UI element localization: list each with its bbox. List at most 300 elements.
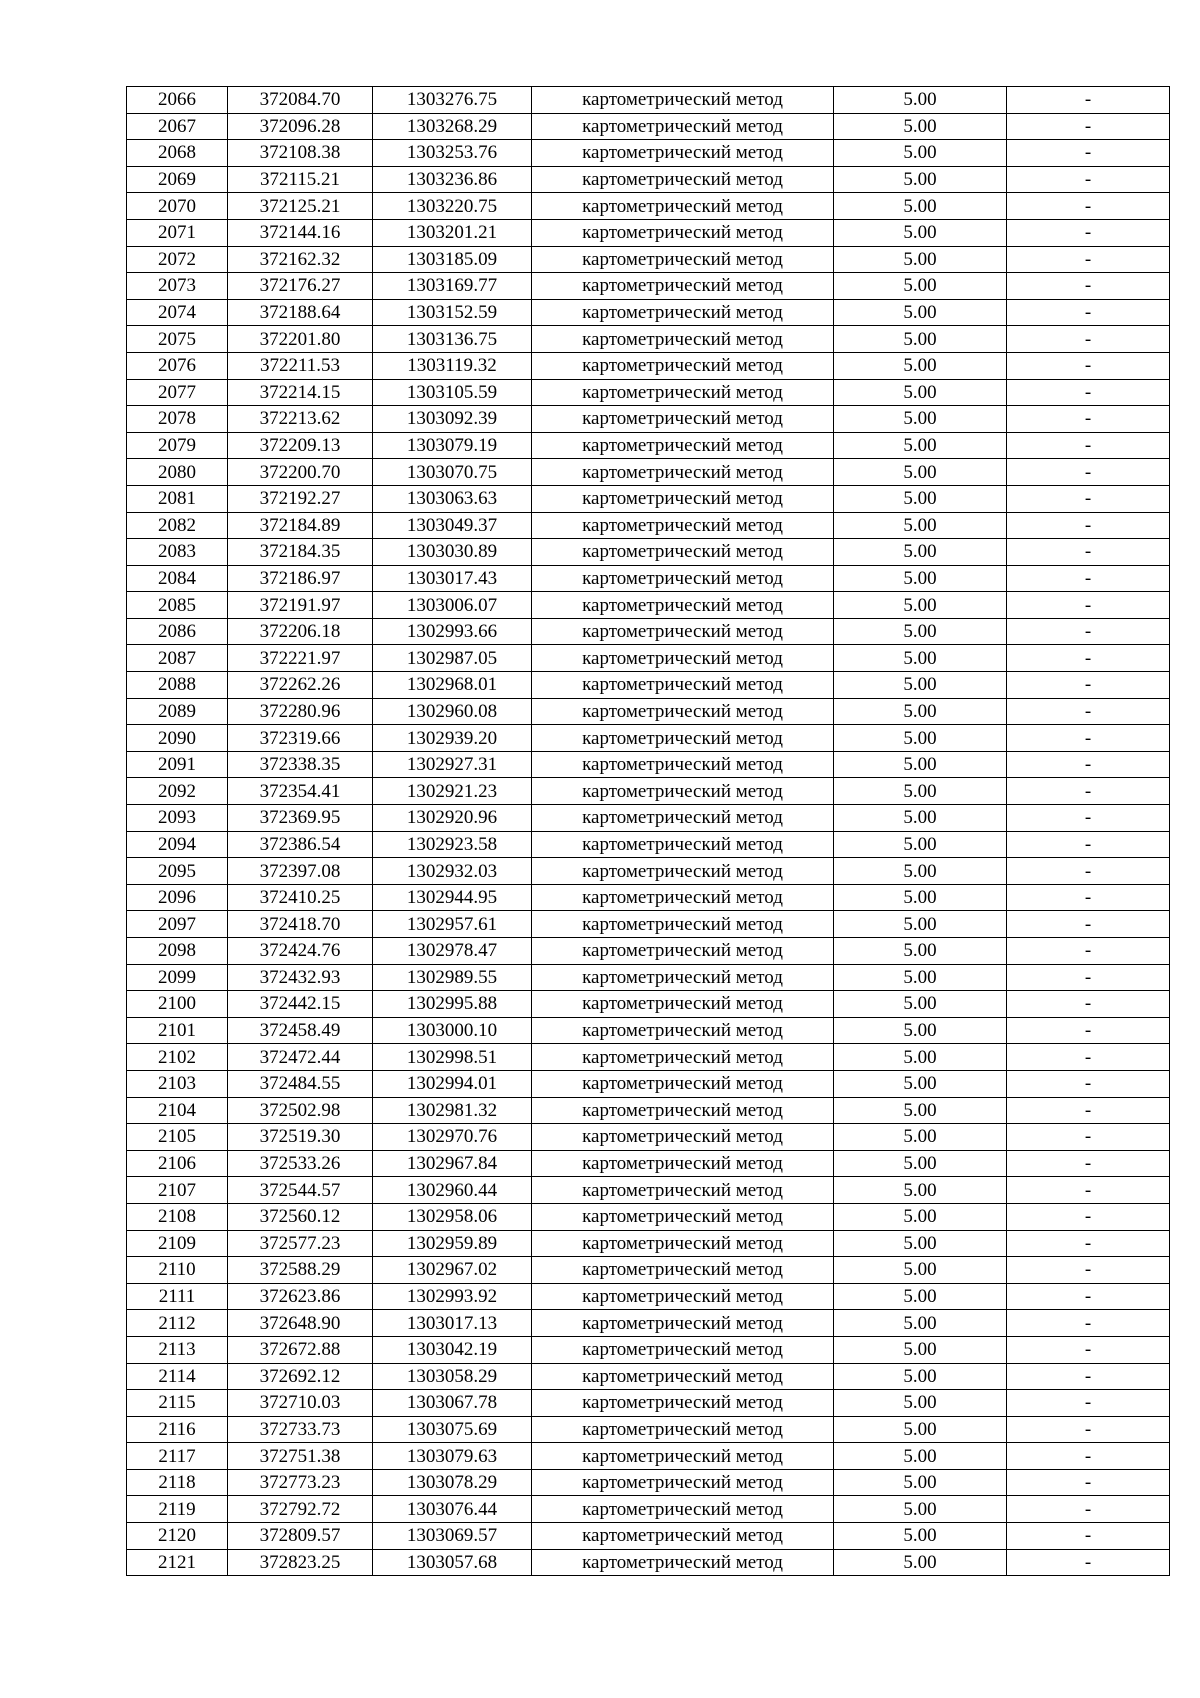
accuracy-cell: 5.00 [834,751,1007,778]
description-cell: - [1007,432,1170,459]
method-cell: картометрический метод [532,592,834,619]
table-row [127,87,1170,114]
point-number-cell: 2119 [127,1496,228,1523]
point-number-cell: 2095 [127,858,228,885]
accuracy-cell: 5.00 [834,1336,1007,1363]
x-coordinate-cell: 372184.89 [228,512,373,539]
table-row [127,1177,1170,1204]
description-cell: - [1007,1469,1170,1496]
x-coordinate-cell: 372773.23 [228,1469,373,1496]
y-coordinate-cell: 1303119.32 [373,352,532,379]
y-coordinate-cell: 1303069.57 [373,1523,532,1550]
x-coordinate-cell: 372672.88 [228,1336,373,1363]
table-row [127,1257,1170,1284]
y-coordinate-cell: 1303030.89 [373,539,532,566]
accuracy-cell: 5.00 [834,938,1007,965]
description-cell: - [1007,140,1170,167]
y-coordinate-cell: 1303000.10 [373,1017,532,1044]
accuracy-cell: 5.00 [834,1150,1007,1177]
table-row [127,645,1170,672]
point-number-cell: 2097 [127,911,228,938]
accuracy-cell: 5.00 [834,246,1007,273]
table-row [127,539,1170,566]
description-cell: - [1007,1523,1170,1550]
x-coordinate-cell: 372214.15 [228,379,373,406]
method-cell: картометрический метод [532,1496,834,1523]
method-cell: картометрический метод [532,140,834,167]
x-coordinate-cell: 372823.25 [228,1549,373,1576]
description-cell: - [1007,219,1170,246]
point-number-cell: 2081 [127,485,228,512]
point-number-cell: 2101 [127,1017,228,1044]
description-cell: - [1007,751,1170,778]
description-cell: - [1007,938,1170,965]
x-coordinate-cell: 372319.66 [228,725,373,752]
x-coordinate-cell: 372188.64 [228,299,373,326]
table-row [127,140,1170,167]
point-number-cell: 2076 [127,352,228,379]
table-row [127,1443,1170,1470]
point-number-cell: 2073 [127,273,228,300]
point-number-cell: 2086 [127,618,228,645]
method-cell: картометрический метод [532,273,834,300]
y-coordinate-cell: 1303236.86 [373,166,532,193]
y-coordinate-cell: 1302939.20 [373,725,532,752]
method-cell: картометрический метод [532,87,834,114]
x-coordinate-cell: 372710.03 [228,1390,373,1417]
accuracy-cell: 5.00 [834,778,1007,805]
table-row [127,273,1170,300]
accuracy-cell: 5.00 [834,964,1007,991]
accuracy-cell: 5.00 [834,1177,1007,1204]
y-coordinate-cell: 1302998.51 [373,1044,532,1071]
y-coordinate-cell: 1303070.75 [373,459,532,486]
y-coordinate-cell: 1303105.59 [373,379,532,406]
table-row [127,911,1170,938]
method-cell: картометрический метод [532,1283,834,1310]
description-cell: - [1007,512,1170,539]
table-row [127,219,1170,246]
table-row [127,512,1170,539]
method-cell: картометрический метод [532,618,834,645]
table-row [127,299,1170,326]
table-row [127,751,1170,778]
point-number-cell: 2112 [127,1310,228,1337]
description-cell: - [1007,1496,1170,1523]
accuracy-cell: 5.00 [834,1310,1007,1337]
y-coordinate-cell: 1303042.19 [373,1336,532,1363]
y-coordinate-cell: 1303152.59 [373,299,532,326]
point-number-cell: 2075 [127,326,228,353]
description-cell: - [1007,539,1170,566]
point-number-cell: 2071 [127,219,228,246]
description-cell: - [1007,858,1170,885]
method-cell: картометрический метод [532,219,834,246]
y-coordinate-cell: 1302967.84 [373,1150,532,1177]
description-cell: - [1007,592,1170,619]
table-row [127,698,1170,725]
x-coordinate-cell: 372144.16 [228,219,373,246]
table-row [127,379,1170,406]
y-coordinate-cell: 1302994.01 [373,1070,532,1097]
point-number-cell: 2088 [127,672,228,699]
point-number-cell: 2121 [127,1549,228,1576]
description-cell: - [1007,1124,1170,1151]
y-coordinate-cell: 1302981.32 [373,1097,532,1124]
method-cell: картометрический метод [532,964,834,991]
x-coordinate-cell: 372648.90 [228,1310,373,1337]
y-coordinate-cell: 1302993.66 [373,618,532,645]
y-coordinate-cell: 1303017.43 [373,565,532,592]
y-coordinate-cell: 1303092.39 [373,406,532,433]
point-number-cell: 2067 [127,113,228,140]
point-number-cell: 2068 [127,140,228,167]
x-coordinate-cell: 372623.86 [228,1283,373,1310]
method-cell: картометрический метод [532,512,834,539]
method-cell: картометрический метод [532,1097,834,1124]
accuracy-cell: 5.00 [834,858,1007,885]
x-coordinate-cell: 372519.30 [228,1124,373,1151]
x-coordinate-cell: 372418.70 [228,911,373,938]
x-coordinate-cell: 372096.28 [228,113,373,140]
y-coordinate-cell: 1303006.07 [373,592,532,619]
accuracy-cell: 5.00 [834,1549,1007,1576]
y-coordinate-cell: 1302970.76 [373,1124,532,1151]
y-coordinate-cell: 1302920.96 [373,805,532,832]
description-cell: - [1007,1203,1170,1230]
table-row [127,618,1170,645]
table-row [127,432,1170,459]
point-number-cell: 2074 [127,299,228,326]
x-coordinate-cell: 372084.70 [228,87,373,114]
x-coordinate-cell: 372209.13 [228,432,373,459]
x-coordinate-cell: 372397.08 [228,858,373,885]
description-cell: - [1007,379,1170,406]
table-row [127,1363,1170,1390]
y-coordinate-cell: 1302944.95 [373,884,532,911]
description-cell: - [1007,246,1170,273]
y-coordinate-cell: 1302960.44 [373,1177,532,1204]
table-row [127,991,1170,1018]
method-cell: картометрический метод [532,352,834,379]
method-cell: картометрический метод [532,1443,834,1470]
point-number-cell: 2069 [127,166,228,193]
y-coordinate-cell: 1303276.75 [373,87,532,114]
x-coordinate-cell: 372751.38 [228,1443,373,1470]
point-number-cell: 2079 [127,432,228,459]
accuracy-cell: 5.00 [834,1523,1007,1550]
description-cell: - [1007,1390,1170,1417]
accuracy-cell: 5.00 [834,565,1007,592]
point-number-cell: 2082 [127,512,228,539]
x-coordinate-cell: 372262.26 [228,672,373,699]
point-number-cell: 2089 [127,698,228,725]
point-number-cell: 2093 [127,805,228,832]
table-row [127,1336,1170,1363]
point-number-cell: 2108 [127,1203,228,1230]
accuracy-cell: 5.00 [834,193,1007,220]
point-number-cell: 2117 [127,1443,228,1470]
x-coordinate-cell: 372588.29 [228,1257,373,1284]
x-coordinate-cell: 372386.54 [228,831,373,858]
description-cell: - [1007,565,1170,592]
table-row [127,166,1170,193]
x-coordinate-cell: 372410.25 [228,884,373,911]
table-row [127,831,1170,858]
y-coordinate-cell: 1303075.69 [373,1416,532,1443]
x-coordinate-cell: 372424.76 [228,938,373,965]
y-coordinate-cell: 1302978.47 [373,938,532,965]
accuracy-cell: 5.00 [834,991,1007,1018]
method-cell: картометрический метод [532,193,834,220]
accuracy-cell: 5.00 [834,911,1007,938]
y-coordinate-cell: 1302932.03 [373,858,532,885]
y-coordinate-cell: 1303136.75 [373,326,532,353]
method-cell: картометрический метод [532,1469,834,1496]
accuracy-cell: 5.00 [834,299,1007,326]
y-coordinate-cell: 1303058.29 [373,1363,532,1390]
y-coordinate-cell: 1302967.02 [373,1257,532,1284]
description-cell: - [1007,299,1170,326]
y-coordinate-cell: 1302993.92 [373,1283,532,1310]
y-coordinate-cell: 1302923.58 [373,831,532,858]
method-cell: картометрический метод [532,459,834,486]
description-cell: - [1007,645,1170,672]
table-row [127,592,1170,619]
point-number-cell: 2111 [127,1283,228,1310]
table-row [127,1390,1170,1417]
coordinates-table-body [127,87,1170,1576]
coordinates-table [126,86,1170,1576]
method-cell: картометрический метод [532,1363,834,1390]
y-coordinate-cell: 1302995.88 [373,991,532,1018]
accuracy-cell: 5.00 [834,1124,1007,1151]
y-coordinate-cell: 1303220.75 [373,193,532,220]
description-cell: - [1007,991,1170,1018]
table-row [127,113,1170,140]
description-cell: - [1007,1443,1170,1470]
y-coordinate-cell: 1302989.55 [373,964,532,991]
y-coordinate-cell: 1303253.76 [373,140,532,167]
y-coordinate-cell: 1303076.44 [373,1496,532,1523]
description-cell: - [1007,805,1170,832]
table-row [127,1469,1170,1496]
method-cell: картометрический метод [532,698,834,725]
accuracy-cell: 5.00 [834,592,1007,619]
x-coordinate-cell: 372733.73 [228,1416,373,1443]
point-number-cell: 2107 [127,1177,228,1204]
accuracy-cell: 5.00 [834,618,1007,645]
method-cell: картометрический метод [532,725,834,752]
x-coordinate-cell: 372125.21 [228,193,373,220]
accuracy-cell: 5.00 [834,1257,1007,1284]
x-coordinate-cell: 372162.32 [228,246,373,273]
accuracy-cell: 5.00 [834,512,1007,539]
description-cell: - [1007,326,1170,353]
description-cell: - [1007,1336,1170,1363]
point-number-cell: 2109 [127,1230,228,1257]
description-cell: - [1007,1070,1170,1097]
description-cell: - [1007,1097,1170,1124]
x-coordinate-cell: 372458.49 [228,1017,373,1044]
x-coordinate-cell: 372442.15 [228,991,373,1018]
x-coordinate-cell: 372184.35 [228,539,373,566]
table-row [127,938,1170,965]
table-row [127,672,1170,699]
table-row [127,1416,1170,1443]
point-number-cell: 2100 [127,991,228,1018]
x-coordinate-cell: 372108.38 [228,140,373,167]
x-coordinate-cell: 372432.93 [228,964,373,991]
y-coordinate-cell: 1303079.63 [373,1443,532,1470]
description-cell: - [1007,911,1170,938]
accuracy-cell: 5.00 [834,805,1007,832]
x-coordinate-cell: 372533.26 [228,1150,373,1177]
x-coordinate-cell: 372201.80 [228,326,373,353]
description-cell: - [1007,1150,1170,1177]
description-cell: - [1007,1549,1170,1576]
table-row [127,352,1170,379]
x-coordinate-cell: 372191.97 [228,592,373,619]
method-cell: картометрический метод [532,805,834,832]
table-row [127,1017,1170,1044]
x-coordinate-cell: 372484.55 [228,1070,373,1097]
point-number-cell: 2085 [127,592,228,619]
table-row [127,964,1170,991]
description-cell: - [1007,193,1170,220]
method-cell: картометрический метод [532,672,834,699]
x-coordinate-cell: 372472.44 [228,1044,373,1071]
method-cell: картометрический метод [532,1310,834,1337]
table-row [127,1070,1170,1097]
accuracy-cell: 5.00 [834,1390,1007,1417]
table-row [127,1283,1170,1310]
method-cell: картометрический метод [532,884,834,911]
description-cell: - [1007,964,1170,991]
method-cell: картометрический метод [532,831,834,858]
method-cell: картометрический метод [532,565,834,592]
point-number-cell: 2066 [127,87,228,114]
accuracy-cell: 5.00 [834,326,1007,353]
point-number-cell: 2094 [127,831,228,858]
description-cell: - [1007,113,1170,140]
accuracy-cell: 5.00 [834,219,1007,246]
description-cell: - [1007,725,1170,752]
document-page [126,86,1169,1576]
method-cell: картометрический метод [532,1230,834,1257]
description-cell: - [1007,1310,1170,1337]
y-coordinate-cell: 1303079.19 [373,432,532,459]
accuracy-cell: 5.00 [834,1017,1007,1044]
point-number-cell: 2078 [127,406,228,433]
table-row [127,326,1170,353]
accuracy-cell: 5.00 [834,140,1007,167]
accuracy-cell: 5.00 [834,539,1007,566]
accuracy-cell: 5.00 [834,379,1007,406]
table-row [127,565,1170,592]
accuracy-cell: 5.00 [834,884,1007,911]
point-number-cell: 2116 [127,1416,228,1443]
point-number-cell: 2096 [127,884,228,911]
table-row [127,805,1170,832]
accuracy-cell: 5.00 [834,1044,1007,1071]
method-cell: картометрический метод [532,1549,834,1576]
point-number-cell: 2091 [127,751,228,778]
method-cell: картометрический метод [532,1257,834,1284]
point-number-cell: 2072 [127,246,228,273]
accuracy-cell: 5.00 [834,352,1007,379]
y-coordinate-cell: 1303049.37 [373,512,532,539]
x-coordinate-cell: 372200.70 [228,459,373,486]
method-cell: картометрический метод [532,379,834,406]
point-number-cell: 2115 [127,1390,228,1417]
method-cell: картометрический метод [532,911,834,938]
method-cell: картометрический метод [532,1150,834,1177]
table-row [127,725,1170,752]
point-number-cell: 2120 [127,1523,228,1550]
point-number-cell: 2106 [127,1150,228,1177]
description-cell: - [1007,672,1170,699]
x-coordinate-cell: 372115.21 [228,166,373,193]
y-coordinate-cell: 1303185.09 [373,246,532,273]
x-coordinate-cell: 372221.97 [228,645,373,672]
table-row [127,858,1170,885]
point-number-cell: 2087 [127,645,228,672]
description-cell: - [1007,352,1170,379]
table-row [127,1044,1170,1071]
x-coordinate-cell: 372577.23 [228,1230,373,1257]
y-coordinate-cell: 1302921.23 [373,778,532,805]
table-row [127,406,1170,433]
table-row [127,778,1170,805]
y-coordinate-cell: 1302959.89 [373,1230,532,1257]
description-cell: - [1007,1283,1170,1310]
accuracy-cell: 5.00 [834,1416,1007,1443]
point-number-cell: 2113 [127,1336,228,1363]
x-coordinate-cell: 372192.27 [228,485,373,512]
point-number-cell: 2104 [127,1097,228,1124]
description-cell: - [1007,884,1170,911]
description-cell: - [1007,1416,1170,1443]
y-coordinate-cell: 1303268.29 [373,113,532,140]
description-cell: - [1007,1017,1170,1044]
accuracy-cell: 5.00 [834,1070,1007,1097]
method-cell: картометрический метод [532,1336,834,1363]
x-coordinate-cell: 372338.35 [228,751,373,778]
accuracy-cell: 5.00 [834,831,1007,858]
point-number-cell: 2102 [127,1044,228,1071]
description-cell: - [1007,1363,1170,1390]
description-cell: - [1007,166,1170,193]
method-cell: картометрический метод [532,1390,834,1417]
table-row [127,1496,1170,1523]
method-cell: картометрический метод [532,1017,834,1044]
method-cell: картометрический метод [532,1416,834,1443]
accuracy-cell: 5.00 [834,1496,1007,1523]
point-number-cell: 2084 [127,565,228,592]
point-number-cell: 2105 [127,1124,228,1151]
x-coordinate-cell: 372560.12 [228,1203,373,1230]
point-number-cell: 2090 [127,725,228,752]
y-coordinate-cell: 1303169.77 [373,273,532,300]
y-coordinate-cell: 1302958.06 [373,1203,532,1230]
table-row [127,1203,1170,1230]
accuracy-cell: 5.00 [834,166,1007,193]
y-coordinate-cell: 1303063.63 [373,485,532,512]
description-cell: - [1007,1177,1170,1204]
method-cell: картометрический метод [532,751,834,778]
table-row [127,1310,1170,1337]
